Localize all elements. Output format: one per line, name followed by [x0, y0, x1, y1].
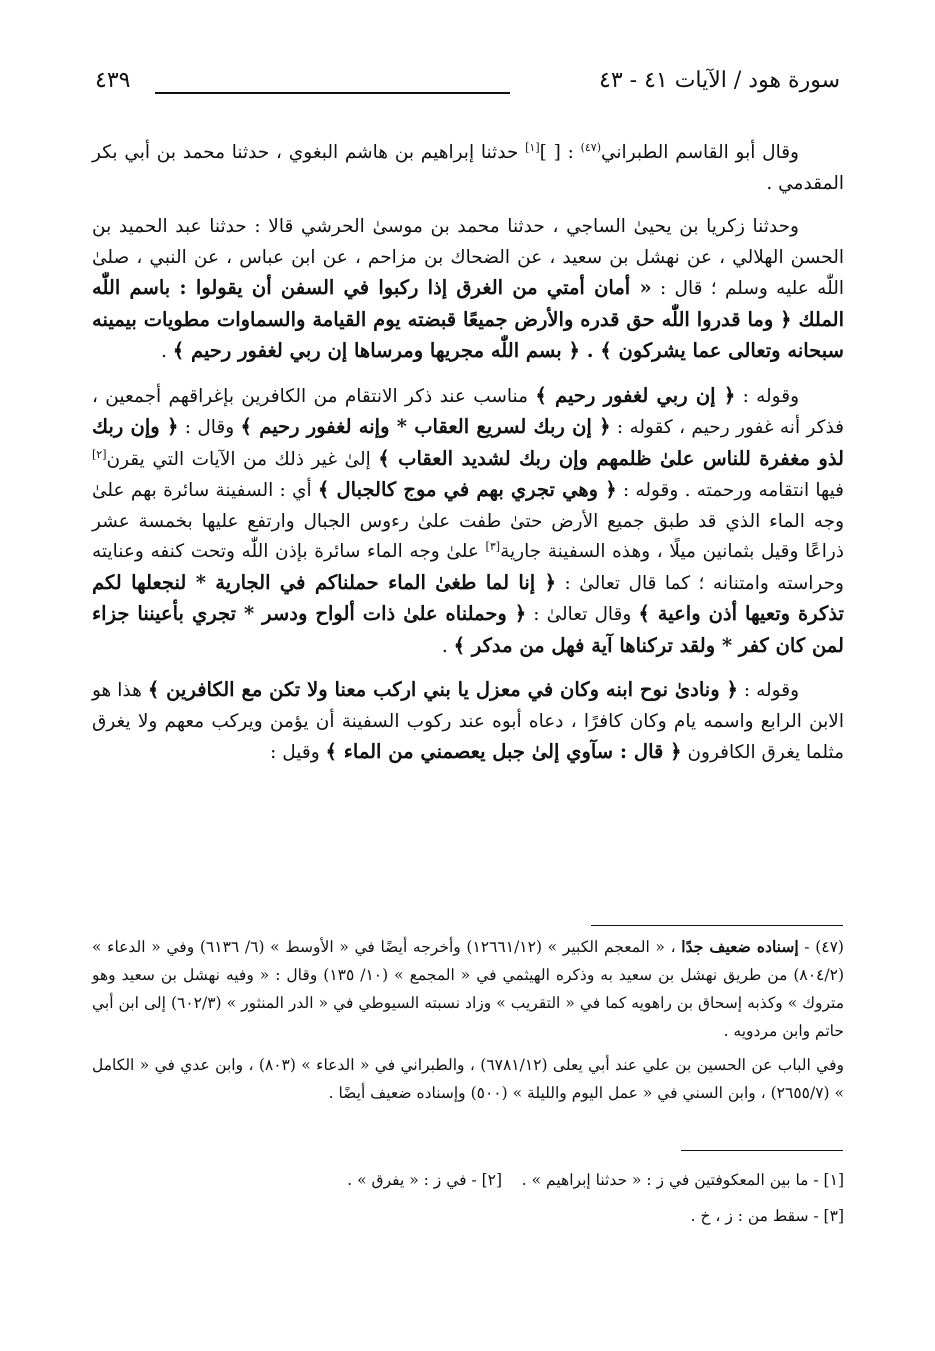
variant-note-1-2: [١] - ما بين المعكوفتين في ز : « حدثنا إبراهيم » . [٢] - في ز : « يفرق » . — [347, 1171, 844, 1189]
footnote-separator — [591, 925, 843, 926]
quran-quote: ﴿ إنا لما طغىٰ الماء حملناكم في الجارية * لنجعلها لكم تذكرة وتعيها أذن واعية ﴾ — [92, 570, 844, 625]
footnote-47: (٤٧) - إسناده ضعيف جدًا ، « المعجم الكبير » (١٢٦٦١/١٢) وأخرجه أيضًا في « الأوسط » (٦/ ٦١٣٦) وفي « الدعاء » (٨٠٤/٢) من طريق نهشل بن سعيد به وذكره الهيثمي في « المجمع » (١٠/ ١٣٥) وقال : « وفيه نهشل بن سعيد وهو متروك » وكذبه إسحاق بن راهويه كما في « التقريب » وزاد نسبته السيوطي في « الدر المنثور » (٦٠٢/٣) إلى ابن أبي حاتم وابن مردويه . — [92, 937, 844, 1040]
quran-quote: ﴿ إن ربي لغفور رحيم ﴾ — [535, 383, 736, 407]
footnote-ref: (٤٧) — [580, 140, 601, 154]
quran-quote: ﴿ وحملناه علىٰ ذات ألواح ودسر * تجري بأعيننا جزاء لمن كان كفر * ولقد تركناها آية فهل من مدكر ﴾ — [92, 602, 844, 657]
header-rule — [155, 92, 510, 94]
quran-quote: ﴿ ونادىٰ نوح ابنه وكان في معزل يا بني اركب معنا ولا تكن مع الكافرين ﴾ — [147, 678, 738, 701]
quran-quote: ﴿ إن ربك لسريع العقاب * وإنه لغفور رحيم ﴾ — [240, 415, 611, 438]
paragraph-isnad-tabarani: وقال أبو القاسم الطبراني$^{(٤٧)}$ : [ ][١] حدثنا إبراهيم بن هاشم البغوي ، حدثنا محمد بن أبي بكر المقدمي . — [92, 140, 844, 194]
paragraph-nuh-son: وقوله : ﴿ ونادىٰ نوح ابنه وكان في معزل يا بني اركب معنا ولا تكن مع الكافرين ﴾ هذا هو الابن الرابع واسمه يام وكان كافرًا ، دعاه أبوه عند ركوب السفينة أن يؤمن ويركب معهم ولا يغرق مثلما يغرق الكافرون ﴿ قال : سآوي إلىٰ جبل يعصمني من الماء ﴾ وقيل : — [92, 678, 844, 763]
running-title: سورة هود / الآيات ٤١ - ٤٣ — [599, 68, 840, 93]
hadith-text: « أمان أمتي من الغرق إذا ركبوا في السفن أن يقولوا : باسم اللّٰه الملك ﴿ وما قدروا اللّٰه حق قدره والأرض جميعًا قبضته يوم القيامة والسماوات مطويات بيمينه سبحانه وتعالى عما يشركون ﴾ . ﴿ بسم اللّٰه مجريها ومرساها إن ربي لغفور رحيم ﴾ — [92, 276, 844, 362]
variant-ref: [٣] — [485, 539, 501, 553]
paragraph-tafsir-rahma: وقوله : ﴿ إن ربي لغفور رحيم ﴾ مناسب عند ذكر الانتقام من الكافرين بإغراقهم أجمعين ، فذكر أنه غفور رحيم ، كقوله : ﴿ إن ربك لسريع العقاب * وإنه لغفور رحيم ﴾ وقال : ﴿ وإن ربك لذو مغفرة للناس علىٰ ظلمهم وإن ربك لشديد العقاب ﴾ إلىٰ غير ذلك من الآيات التي يقرن[٢] فيها انتقامه ورحمته . وقوله : ﴿ وهي تجري بهم في موج كالجبال ﴾ أي : السفينة سائرة بهم علىٰ وجه الماء الذي قد طبق جميع الأرض حتىٰ طفت علىٰ رءوس الجبال وارتفع عليها بخمسة عشر ذراعًا وقيل بثمانين ميلًا ، وهذه السفينة جارية[٣] علىٰ وجه الماء سائرة بإذن اللّٰه وتحت كنفه وعنايته وحراسته وامتنانه ؛ كما قال تعالىٰ : ﴿ إنا لما طغىٰ الماء حملناكم في الجارية * لنجعلها لكم تذكرة وتعيها أذن واعية ﴾ وقال تعالىٰ : ﴿ وحملناه علىٰ ذات ألواح ودسر * تجري بأعيننا جزاء لمن كان كفر * ولقد تركناها آية فهل من مدكر ﴾ . — [92, 383, 845, 657]
page-number: ٤٣٩ — [95, 68, 131, 93]
page-header — [95, 68, 840, 108]
paragraph-hadith: وحدثنا زكريا بن يحيىٰ الساجي ، حدثنا محمد بن موسىٰ الحرشي قالا : حدثنا عبد الحميد بن الحسن الهلالي ، عن نهشل بن سعيد ، عن الضحاك بن مزاحم ، عن ابن عباس ، عن النبي ، صلىٰ اللّٰه عليه وسلم ؛ قال : « أمان أمتي من الغرق إذا ركبوا في السفن أن يقولوا : باسم اللّٰه الملك ﴿ وما قدروا اللّٰه حق قدره والأرض جميعًا قبضته يوم القيامة والسماوات مطويات بيمينه سبحانه وتعالى عما يشركون ﴾ . ﴿ بسم اللّٰه مجريها ومرساها إن ربي لغفور رحيم ﴾ . — [92, 216, 844, 362]
variant-note-3: [٣] - سقط من : ز ، خ . — [690, 1207, 844, 1225]
variant-ref: [١] — [525, 140, 540, 154]
footnotes — [92, 933, 844, 1113]
variant-separator — [681, 1150, 843, 1151]
variant-notes — [92, 1162, 844, 1234]
quran-quote: ﴿ قال : سآوي إلىٰ جبل يعصمني من الماء ﴾ — [325, 740, 682, 763]
quran-quote: ﴿ وإن ربك لذو مغفرة للناس علىٰ ظلمهم وإن ربك لشديد العقاب ﴾ — [92, 415, 844, 470]
footnote-47-continued: وفي الباب عن الحسين بن علي عند أبي يعلى (٦٧٨١/١٢) ، والطبراني في « الدعاء » (٨٠٣) ، وابن عدي في « الكامل » (٢٦٥٥/٧) ، وابن السني في « عمل اليوم والليلة » (٥٠٠) وإسناده ضعيف أيضًا . — [92, 1056, 844, 1102]
quran-quote: ﴿ وهي تجري بهم في موج كالجبال ﴾ — [317, 478, 617, 501]
variant-ref: [٢] — [92, 447, 107, 461]
main-text — [92, 138, 844, 782]
grading: إسناده ضعيف جدًا — [681, 937, 799, 956]
